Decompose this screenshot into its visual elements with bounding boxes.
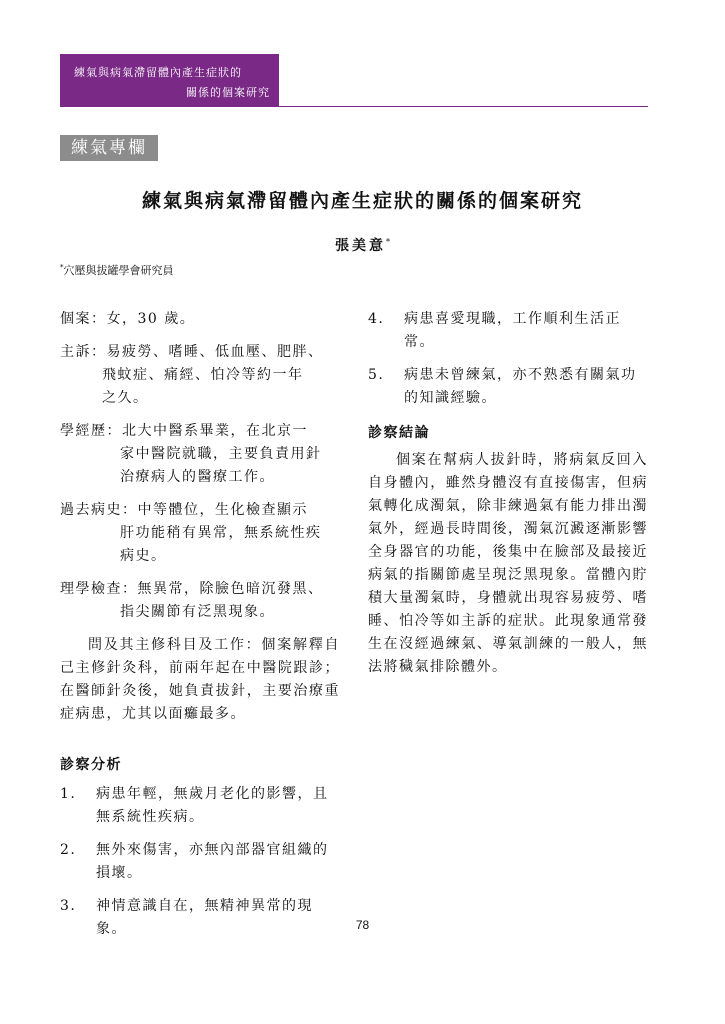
affiliation-text: 穴壓與拔罐學會研究員 — [63, 264, 174, 277]
case-text: 個案：女，30 歲。 — [60, 311, 196, 327]
author-mark: * — [386, 237, 390, 247]
list-number: 4. — [368, 311, 385, 327]
author — [0, 235, 725, 255]
left-column — [60, 308, 340, 951]
page-number: 78 — [355, 918, 370, 932]
history-block — [60, 499, 340, 568]
list-text: 無外來傷害，亦無內部器官組織的損壞。 — [96, 842, 329, 881]
exam-line-1: 理學檢查：無異常，除臉色暗沉發黑、 — [60, 581, 324, 597]
education-line-2: 家中醫院就職，主要負責用針 — [120, 446, 322, 462]
affiliation — [60, 262, 174, 278]
conclusion-paragraph: 個案在幫病人拔針時，將病氣反回入自身體內，雖然身體沒有直接傷害，但病氣轉化成濁氣，除非練過氣有能力排出濁氣外，經過長時間後，濁氣沉澱逐漸影響全身器官的功能，後集中在臉部及最接近病氣的指關節處呈現泛黑現象。當體內貯積大量濁氣時，身體就出現容易疲勞、嗜睡、怕冷等如主訴的症狀。此現象通常發生在沒經過練氣、導氣訓練的一般人，無法將穢氣排除體外。 — [368, 452, 648, 675]
right-column — [368, 308, 648, 691]
list-text: 病患未曾練氣，亦不熟悉有關氣功的知識經驗。 — [404, 367, 637, 406]
list-text: 病患喜愛現職，工作順利生活正常。 — [404, 311, 621, 350]
author-name: 張美意 — [335, 238, 386, 254]
education-line-1: 學經歷：北大中醫系畢業，在北京一 — [60, 423, 308, 439]
list-item — [368, 308, 648, 354]
list-text: 病患年輕，無歲月老化的影響，且無系統性疾病。 — [96, 786, 329, 825]
analysis-list-right — [368, 308, 648, 410]
background-paragraph: 問及其主修科目及工作：個案解釋自己主修針灸科，前兩年起在中醫院跟診；在醫師針灸後，她負責拔針，主要治療重症病患，尤其以面癱最多。 — [60, 637, 340, 722]
analysis-heading: 診察分析 — [60, 757, 122, 773]
running-header-line-1: 練氣與病氣滯留體內產生症狀的 — [74, 66, 242, 79]
list-item — [60, 783, 340, 829]
list-item — [368, 364, 648, 410]
conclusion-heading: 診察結論 — [368, 425, 430, 441]
education-block — [60, 420, 340, 489]
affiliation-mark: * — [60, 263, 64, 272]
case-line — [60, 308, 340, 331]
list-item — [60, 839, 340, 885]
education-line-3: 治療病人的醫療工作。 — [120, 469, 275, 485]
exam-line-2: 指尖關節有泛黑現象。 — [120, 604, 275, 620]
header-rule — [60, 106, 648, 107]
history-line-2: 肝功能稍有異常，無系統性疾 — [120, 525, 322, 541]
history-line-1: 過去病史：中等體位，生化檢查顯示 — [60, 502, 308, 518]
history-line-3: 病史。 — [120, 548, 167, 564]
list-number: 3. — [60, 898, 77, 914]
list-number: 1. — [60, 786, 77, 802]
column-tag: 練氣專欄 — [60, 135, 158, 161]
complaint-line-2: 飛蚊症、痛經、怕冷等約一年 — [102, 367, 304, 383]
list-number: 5. — [368, 367, 385, 383]
exam-block — [60, 578, 340, 624]
article-title: 練氣與病氣滯留體內產生症狀的關係的個案研究 — [141, 190, 583, 212]
list-number: 2. — [60, 842, 77, 858]
complaint-line-1: 主訴：易疲勞、嗜睡、低血壓、肥胖、 — [60, 344, 324, 360]
running-header-line-2: 關係的個案研究 — [186, 86, 270, 99]
list-text: 神情意識自在，無精神異常的現象。 — [96, 898, 313, 937]
complaint-line-3: 之久。 — [102, 390, 149, 406]
complaint-block — [60, 341, 340, 410]
